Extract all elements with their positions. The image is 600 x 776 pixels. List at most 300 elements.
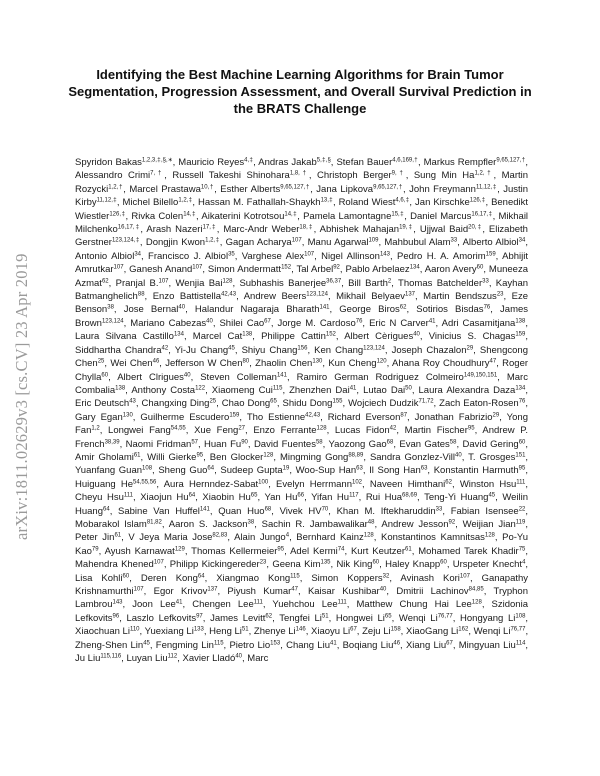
author-affiliation-marks: 42,43 <box>221 291 237 298</box>
author-name: Nigel Allinson <box>321 250 380 262</box>
author-entry <box>308 586 386 597</box>
author-affiliation-marks: 141 <box>199 506 210 513</box>
author-name: Ben Glocker <box>209 451 264 463</box>
author-entry <box>385 559 447 570</box>
author-name: Justin Kirby <box>75 183 529 209</box>
author-affiliation-marks: 29 <box>492 412 500 419</box>
author-affiliation-marks: 76 <box>518 398 526 405</box>
author-name: Richard Everson <box>327 411 401 423</box>
author-affiliation-marks: 153 <box>270 640 281 647</box>
author-name: Sheng Guo <box>158 465 208 477</box>
author-affiliation-marks: 1,2,‡ <box>178 197 193 204</box>
author-affiliation-marks: 128 <box>471 599 482 606</box>
author-entry <box>439 398 525 409</box>
author-name: Matthew Chung Hai Lee <box>356 599 472 611</box>
author-affiliation-marks: 130 <box>122 412 133 419</box>
author-affiliation-marks: 9,† <box>391 170 406 177</box>
author-entry <box>419 385 526 396</box>
author-entry <box>308 237 379 248</box>
author-affiliation-marks: 5,‡,§ <box>316 157 331 164</box>
author-entry <box>183 653 243 664</box>
author-entry <box>321 251 390 262</box>
author-entry <box>336 613 392 624</box>
author-affiliation-marks: 159 <box>515 331 526 338</box>
author-affiliation-marks: 110 <box>129 626 140 633</box>
author-name: Simon Koppers <box>311 572 383 584</box>
author-entry <box>451 506 526 517</box>
author-name: Abhijit Amrutkar <box>75 250 529 276</box>
author-name: Simon Andermatt <box>207 264 282 276</box>
author-name: Xue Feng <box>194 425 239 437</box>
author-name: Francisco J. Albiol <box>148 250 229 262</box>
author-affiliation-marks: 64 <box>188 492 196 499</box>
author-affiliation-marks: 32 <box>382 573 390 580</box>
author-entry <box>415 412 500 423</box>
author-entry <box>277 318 362 329</box>
author-name: Zhenzhen Dai <box>289 384 350 396</box>
author-entry <box>146 237 220 248</box>
author-name: Evan Gates <box>399 438 450 450</box>
author-name: Hongyang Li <box>460 612 516 624</box>
author-name: Ahana Roy Choudhury <box>392 358 490 370</box>
author-affiliation-marks: 111 <box>253 599 263 606</box>
author-entry <box>128 532 227 543</box>
author-entry <box>369 318 435 329</box>
author-entry <box>425 264 484 275</box>
author-entry <box>178 157 253 168</box>
author-entry <box>348 278 391 289</box>
author-name: Alessandro Crimi <box>75 170 151 182</box>
author-name: Yong Fan <box>75 411 528 437</box>
author-affiliation-marks: 1,8,† <box>289 170 309 177</box>
author-name: Christoph Berger <box>317 170 392 182</box>
author-affiliation-marks: 123,124 <box>363 345 385 352</box>
author-entry <box>463 237 526 248</box>
author-entry <box>242 345 308 356</box>
author-affiliation-marks: 1,2 <box>91 425 100 432</box>
author-name: Enzo Battistella <box>152 291 222 303</box>
author-entry <box>399 613 453 624</box>
author-name: Enzo Ferrante <box>253 425 317 437</box>
author-affiliation-marks: 51 <box>241 626 249 633</box>
author-name: Peter Jin <box>75 532 115 544</box>
author-affiliation-marks: 40 <box>455 452 462 459</box>
author-entry <box>216 573 300 584</box>
author-affiliation-marks: 123,124,‡ <box>111 237 140 244</box>
author-affiliation-marks: 65 <box>270 398 277 405</box>
author-entry <box>75 157 173 168</box>
author-entry <box>165 358 249 369</box>
author-name: George Biros <box>339 304 400 316</box>
author-affiliation-marks: 16,17,‡ <box>471 211 493 218</box>
author-name: Wenqi Li <box>473 626 511 638</box>
author-affiliation-marks: 126,‡ <box>469 197 486 204</box>
author-affiliation-marks: 137 <box>207 586 218 593</box>
author-name: Dmitrii Lachinov <box>396 586 469 597</box>
author-entry <box>460 479 526 490</box>
author-affiliation-marks: 66 <box>297 492 305 499</box>
author-affiliation-marks: 95 <box>277 546 285 553</box>
author-entry <box>328 358 386 369</box>
author-affiliation-marks: 96 <box>112 613 120 620</box>
author-name: Lisa Kohli <box>75 572 123 584</box>
author-affiliation-marks: 122 <box>195 385 206 392</box>
author-name: Avinash Kori <box>400 572 460 584</box>
author-name: Ujjwal Baid <box>419 224 469 236</box>
author-affiliation-marks: 76,77 <box>437 613 453 620</box>
author-affiliation-marks: 13,‡ <box>320 197 333 204</box>
author-affiliation-marks: 57 <box>191 439 198 446</box>
author-entry <box>212 385 283 396</box>
author-affiliation-marks: 65 <box>250 492 258 499</box>
author-entry <box>406 640 453 651</box>
author-name: Vinicius S. Chagas <box>428 331 516 343</box>
author-name: Varghese Alex <box>241 250 305 262</box>
author-entry <box>210 613 272 624</box>
author-name: Aaron S. Jackson <box>168 518 248 530</box>
author-name: Andrew Jesson <box>381 518 449 530</box>
author-affiliation-marks: 107 <box>113 264 124 271</box>
author-name: Kurt Keutzer <box>350 545 405 557</box>
author-name: Khan M. Iftekharuddin <box>336 505 436 517</box>
author-entry <box>280 506 329 517</box>
author-affiliation-marks: 36,37 <box>326 278 342 285</box>
author-name: Martin Rozycki <box>75 170 529 195</box>
author-name: Pablo Arbelaez <box>345 264 410 276</box>
author-entry <box>222 398 277 409</box>
author-entry <box>140 412 239 423</box>
author-entry <box>414 170 494 181</box>
author-entry <box>220 184 310 195</box>
author-entry <box>336 157 418 168</box>
author-name: Philipp Kickingereder <box>169 559 260 571</box>
author-affiliation-marks: 143 <box>379 251 390 258</box>
author-name: Xiaobin Hu <box>202 492 251 504</box>
author-name: Rivka Colen <box>131 210 184 222</box>
paper-title: Identifying the Best Machine Learning Algorithms for Brain Tumor Segmentation, Progression Assessment, and Overall Survival Prediction in the BRATS Challenge <box>68 67 532 116</box>
author-entry <box>296 465 363 476</box>
author-affiliation-marks: 33 <box>435 506 443 513</box>
author-name: Zeju Li <box>362 626 391 638</box>
author-name: Tengfei Li <box>279 612 322 624</box>
author-name: V Jeya Maria Jose <box>128 532 213 544</box>
author-affiliation-marks: 92 <box>448 519 456 526</box>
author-entry <box>462 439 525 450</box>
author-affiliation-marks: 4,6,‡ <box>395 197 410 204</box>
author-affiliation-marks: 15,‡ <box>391 211 405 218</box>
author-affiliation-marks: 70 <box>321 506 329 513</box>
author-entry <box>75 170 164 181</box>
author-entry <box>124 304 185 315</box>
author-affiliation-marks: 95 <box>196 452 204 459</box>
author-entry <box>142 398 217 409</box>
author-name: Aura Hernndez-Sabat <box>163 478 259 490</box>
author-name: Sachin R. Jambawalikar <box>261 518 368 530</box>
author-affiliation-marks: 120 <box>376 358 387 365</box>
author-entry <box>405 425 475 436</box>
author-affiliation-marks: 141 <box>319 304 330 311</box>
author-entry <box>146 224 216 235</box>
author-name: Konstantin Harmuth <box>433 465 519 477</box>
author-entry <box>209 626 248 637</box>
author-affiliation-marks: 80 <box>242 358 250 365</box>
author-name: Cheyu Hsu <box>75 492 124 504</box>
author-affiliation-marks: 75 <box>518 546 526 553</box>
author-affiliation-marks: 128 <box>484 532 495 539</box>
author-entry <box>254 439 323 450</box>
author-name: Vivek HV <box>279 505 322 517</box>
author-name: Yifan Hu <box>311 492 350 504</box>
author-name: Roger Chylla <box>75 358 529 383</box>
author-name: Sotirios Bisdas <box>416 304 484 316</box>
author-entry <box>328 412 407 423</box>
author-affiliation-marks: 138 <box>515 318 526 325</box>
author-name: Aikaterini Kotrotsou <box>201 210 285 222</box>
author-affiliation-marks: 117 <box>349 492 359 499</box>
author-entry <box>153 291 236 302</box>
author-affiliation-marks: 159 <box>229 412 240 419</box>
author-name: David Gering <box>462 438 519 450</box>
author-affiliation-marks: 115 <box>213 640 224 647</box>
author-entry <box>280 452 363 463</box>
author-affiliation-marks: 18,‡ <box>299 224 314 231</box>
author-affiliation-marks: 114 <box>515 640 526 647</box>
author-affiliation-marks: 1,2,† <box>474 170 494 177</box>
author-name: Marc Combalia <box>75 371 528 396</box>
author-affiliation-marks: 60 <box>440 559 447 566</box>
author-entry <box>247 653 268 664</box>
author-name: Wojciech Dudzik <box>348 398 419 410</box>
author-name: Eric Deutsch <box>75 398 130 410</box>
author-name: Martin Bendszus <box>423 291 497 303</box>
author-affiliation-marks: 112 <box>167 653 178 660</box>
author-entry <box>400 573 470 584</box>
author-affiliation-marks: 47 <box>291 586 298 593</box>
author-entry <box>424 492 495 503</box>
author-entry <box>164 479 268 490</box>
author-name: Gagan Acharya <box>225 237 292 249</box>
author-entry <box>158 465 214 476</box>
author-name: Boqiang Liu <box>342 639 394 651</box>
author-name: Naveen Himthani <box>369 478 446 490</box>
author-name: Xiaojun Hu <box>140 492 189 504</box>
author-name: James Brown <box>75 304 529 329</box>
author-name: Xavier Lladó <box>182 653 236 665</box>
author-entry <box>336 559 379 570</box>
author-affiliation-marks: 20,‡ <box>468 224 483 231</box>
author-affiliation-marks: 43 <box>129 398 136 405</box>
author-name: Po-Yu Kao <box>75 532 528 557</box>
author-affiliation-marks: 128 <box>363 532 374 539</box>
author-name: Alain Jungo <box>234 532 286 544</box>
author-name: Ganapathy Krishnamurthi <box>75 572 529 597</box>
author-entry <box>282 398 342 409</box>
author-entry <box>474 626 526 637</box>
author-name: Jonathan Fabrizio <box>414 411 493 423</box>
author-affiliation-marks: 17,‡ <box>202 224 217 231</box>
author-name: Teng-Yi Huang <box>424 492 489 504</box>
author-affiliation-marks: 45 <box>228 345 235 352</box>
author-name: Manu Agarwal <box>307 237 369 249</box>
author-name: Elizabeth Gerstner <box>75 224 528 249</box>
author-entry <box>218 506 271 517</box>
author-affiliation-marks: 61 <box>405 546 412 553</box>
author-entry <box>415 197 485 208</box>
author-entry <box>429 331 526 342</box>
author-entry <box>210 452 274 463</box>
author-affiliation-marks: 158 <box>390 626 401 633</box>
author-affiliation-marks: 58 <box>315 439 323 446</box>
author-entry <box>366 492 417 503</box>
author-name: Pietro Lio <box>229 639 271 651</box>
author-entry <box>453 559 526 570</box>
author-affiliation-marks: 115 <box>272 385 283 392</box>
author-affiliation-marks: 68 <box>386 439 394 446</box>
author-name: Marcel Prastawa <box>129 183 201 195</box>
author-affiliation-marks: 109 <box>368 237 379 244</box>
author-affiliation-marks: 35 <box>228 251 235 258</box>
author-name: Siddhartha Chandra <box>75 344 162 356</box>
author-affiliation-marks: 138 <box>115 385 126 392</box>
author-affiliation-marks: 25 <box>209 398 217 405</box>
author-name: Yuexiang Li <box>144 626 194 638</box>
author-name: Sandra Gonzlez-Vill <box>369 451 456 463</box>
author-entry <box>344 331 420 342</box>
author-entry <box>116 278 169 289</box>
author-affiliation-marks: 87 <box>400 412 408 419</box>
author-entry <box>105 546 185 557</box>
author-entry <box>343 640 400 651</box>
author-affiliation-marks: 68 <box>264 506 272 513</box>
author-name: XiaoGang Li <box>405 626 459 638</box>
author-entry <box>75 626 140 637</box>
author-entry <box>239 278 341 289</box>
author-affiliation-marks: 34 <box>134 251 141 258</box>
author-name: Zheng-Shen Lin <box>75 639 144 651</box>
author-name: Ramiro German Rodriguez Colmeiro <box>296 371 464 383</box>
author-entry <box>110 358 159 369</box>
author-name: Mahbubul Alam <box>384 237 451 249</box>
author-affiliation-marks: 16,17,‡ <box>117 224 141 231</box>
author-name: Antonio Albiol <box>75 250 135 262</box>
author-name: Subhashis Banerjee <box>239 277 327 289</box>
author-name: Urspeter Knecht <box>452 559 523 571</box>
author-affiliation-marks: 108 <box>142 465 153 472</box>
author-entry <box>108 425 186 436</box>
author-name: James Levitt <box>210 612 266 624</box>
author-name: Fengming Lin <box>155 639 214 651</box>
author-name: Michel Bilello <box>122 197 179 209</box>
author-entry <box>424 157 526 168</box>
author-entry <box>348 398 433 409</box>
author-entry <box>460 613 525 624</box>
author-entry <box>219 318 270 329</box>
author-affiliation-marks: 60 <box>372 559 380 566</box>
author-affiliation-marks: 9,65,127,† <box>496 157 526 164</box>
author-name: Jefferson W Chen <box>165 358 243 370</box>
author-entry <box>191 546 284 557</box>
author-affiliation-marks: 65 <box>384 613 392 620</box>
author-entry <box>75 412 133 423</box>
author-entry <box>75 465 152 476</box>
author-entry <box>459 640 526 651</box>
author-entry <box>420 224 482 235</box>
author-entry <box>316 184 403 195</box>
author-affiliation-marks: 2 <box>387 278 392 285</box>
author-name: Wei Chen <box>110 358 153 370</box>
author-entry <box>303 211 404 222</box>
author-affiliation-marks: 156 <box>297 345 308 352</box>
author-name: Eric N Carver <box>369 317 429 329</box>
author-name: Xiaochuan Li <box>75 626 130 638</box>
author-entry <box>311 626 357 637</box>
author-name: Adel Kermi <box>290 545 338 557</box>
author-affiliation-marks: 46 <box>393 640 401 647</box>
author-entry <box>406 626 468 637</box>
author-affiliation-marks: 4 <box>522 559 526 566</box>
author-affiliation-marks: 47 <box>489 358 497 365</box>
author-name: Benedikt Wiestler <box>75 197 529 222</box>
author-affiliation-marks: 100 <box>258 479 269 486</box>
author-name: Abhishek Mahajan <box>319 224 400 236</box>
author-affiliation-marks: 61 <box>133 452 141 459</box>
author-affiliation-marks: 14,‡ <box>183 211 197 218</box>
author-name: Hassan M. Fathallah-Shaykh <box>197 197 321 209</box>
author-entry <box>156 640 224 651</box>
author-affiliation-marks: 50 <box>405 385 412 392</box>
author-entry <box>337 506 443 517</box>
author-affiliation-marks: 108 <box>515 613 526 620</box>
author-entry <box>320 224 414 235</box>
author-affiliation-marks: 138 <box>242 331 253 338</box>
author-affiliation-marks: 128 <box>222 278 233 285</box>
author-entry <box>75 640 150 651</box>
author-name: Halandur Nagaraja Bharath <box>194 304 320 316</box>
author-entry <box>399 439 456 450</box>
author-name: Yan Hu <box>264 492 298 504</box>
author-name: Martin Fischer <box>404 425 468 437</box>
author-affiliation-marks: 9,65,127,† <box>373 184 404 191</box>
author-affiliation-marks: 45 <box>488 492 496 499</box>
author-entry <box>286 640 337 651</box>
author-affiliation-marks: 68,69 <box>402 492 418 499</box>
author-affiliation-marks: 63 <box>356 465 363 472</box>
author-entry <box>131 211 196 222</box>
author-entry <box>75 251 141 262</box>
author-affiliation-marks: 22 <box>518 506 526 513</box>
author-entry <box>314 345 385 356</box>
author-entry <box>311 492 359 503</box>
author-name: Lucas Fidon <box>334 425 390 437</box>
author-affiliation-marks: 107 <box>133 586 144 593</box>
author-entry <box>234 532 289 543</box>
author-name: Willi Gierke <box>147 451 197 463</box>
author-name: Andrew P. French <box>75 425 529 450</box>
author-entry <box>398 278 489 289</box>
author-affiliation-marks: 74 <box>337 546 345 553</box>
author-entry <box>220 465 289 476</box>
author-name: Thomas Batchelder <box>398 277 483 289</box>
author-name: Thomas Kellermeier <box>191 545 278 557</box>
author-name: Woo-Sup Han <box>295 465 357 477</box>
author-entry <box>175 345 235 356</box>
author-entry <box>75 331 184 342</box>
author-affiliation-marks: 7,† <box>150 170 165 177</box>
author-affiliation-marks: 38,39 <box>104 439 120 446</box>
author-affiliation-marks: 62 <box>265 613 273 620</box>
author-name: Naomi Fridman <box>125 438 192 450</box>
author-entry <box>253 425 326 436</box>
